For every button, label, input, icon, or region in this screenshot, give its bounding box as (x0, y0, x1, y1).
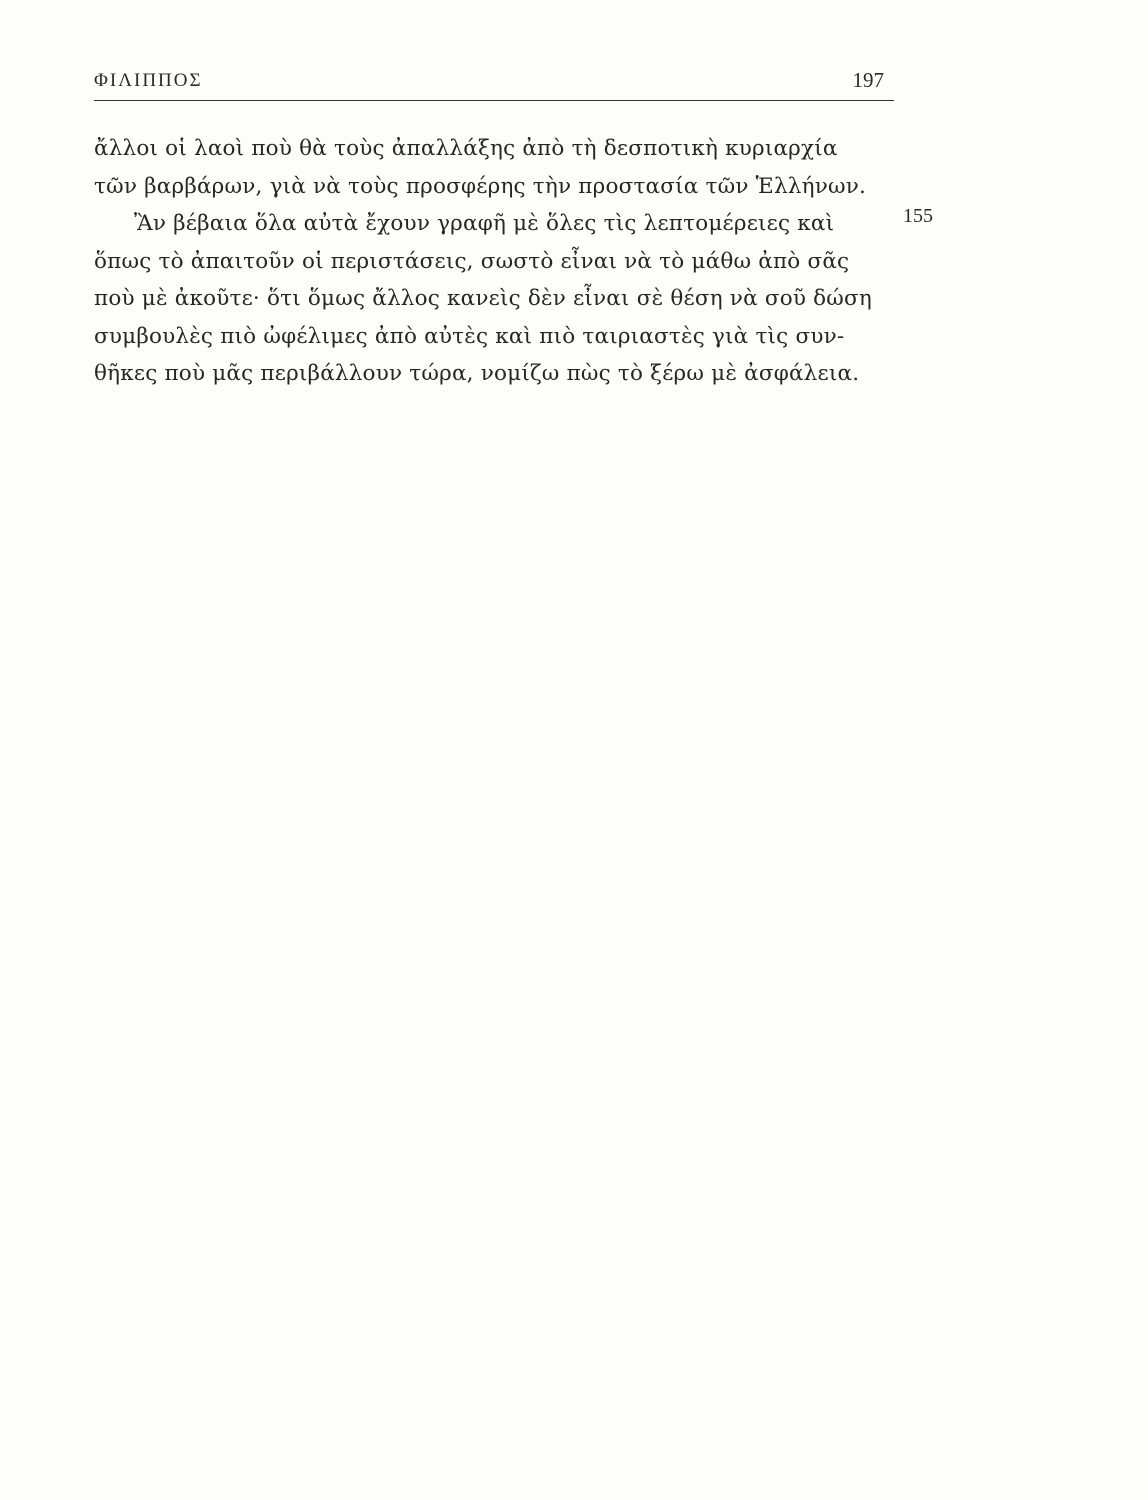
page-number: 197 (852, 68, 884, 92)
page-header (94, 66, 894, 101)
text-line: ἄλλοι οἱ λαοὶ ποὺ θὰ τοὺς ἀπαλλάξης ἀπὸ τὴ δεσποτικὴ κυριαρχία (94, 136, 838, 161)
margin-line-number: 155 (903, 205, 933, 227)
text-line: Ἂν βέβαια ὅλα αὐτὰ ἔχουν γραφῆ μὲ ὅλες τὶς λεπτομέρειες καὶ (134, 211, 835, 236)
text-line: θῆκες ποὺ μᾶς περιβάλλουν τώρα, νομίζω πὼς τὸ ξέρω μὲ ἀσφάλεια. (94, 361, 860, 386)
text-line: τῶν βαρβάρων, γιὰ νὰ τοὺς προσφέρης τὴν προστασία τῶν Ἑλλήνων. (94, 173, 866, 199)
running-title: ΦΙΛΙΠΠΟΣ (94, 70, 203, 91)
body-text (94, 130, 894, 393)
text-line: ὅπως τὸ ἀπαιτοῦν οἱ περιστάσεις, σωστὸ εἶναι νὰ τὸ μάθω ἀπὸ σᾶς (94, 248, 850, 274)
text-line: συμβουλὲς πιὸ ὠφέλιμες ἀπὸ αὐτὲς καὶ πιὸ ταιριαστὲς γιὰ τὶς συν- (94, 323, 845, 349)
text-line: ποὺ μὲ ἀκοῦτε· ὅτι ὅμως ἄλλος κανεὶς δὲν εἶναι σὲ θέση νὰ σοῦ δώση (94, 286, 872, 311)
